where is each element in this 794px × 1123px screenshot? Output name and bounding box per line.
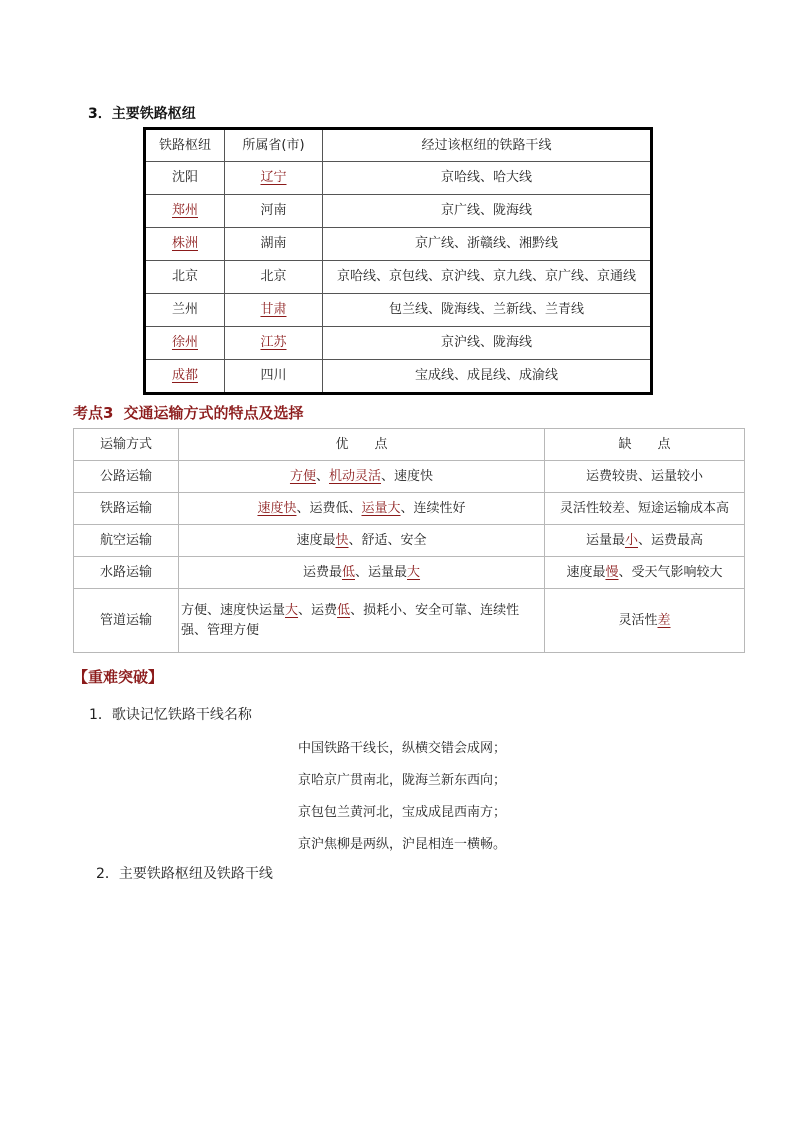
text-segment: 、运费低、	[296, 500, 362, 516]
table-row	[145, 162, 652, 195]
text-segment: 速度最	[296, 532, 336, 548]
province-cell	[225, 294, 323, 327]
cons-cell	[545, 557, 745, 589]
header-cell: 铁路枢纽	[145, 129, 225, 162]
province-cell: 北京	[225, 261, 323, 294]
hub-cell: 沈阳	[145, 162, 225, 195]
header-cell: 经过该枢纽的铁路干线	[323, 129, 652, 162]
highlight-text: 速度快	[257, 500, 297, 516]
lines-cell: 京哈线、京包线、京沪线、京九线、京广线、京通线	[323, 261, 652, 294]
hub-cell	[145, 327, 225, 360]
highlight-text: 机动灵活	[329, 468, 382, 484]
highlight-text: 徐州	[171, 335, 198, 350]
province-cell: 湖南	[225, 228, 323, 261]
header-cell: 优 点	[179, 429, 545, 461]
highlight-text: 成都	[171, 368, 198, 383]
mode-cell: 公路运输	[74, 461, 179, 493]
table-row	[74, 493, 745, 525]
highlight-text: 快	[335, 532, 349, 548]
text-segment: 、舒适、安全	[348, 532, 427, 548]
text-segment: 灵活性较差、短途运输成本高	[559, 500, 729, 516]
pros-cell	[179, 461, 545, 493]
hub-cell	[145, 360, 225, 394]
hub-cell: 北京	[145, 261, 225, 294]
header-cell: 运输方式	[74, 429, 179, 461]
text-segment: 运量最	[585, 532, 625, 548]
header-cell: 所属省(市)	[225, 129, 323, 162]
exam-point-title: 交通运输方式的特点及选择	[123, 404, 304, 422]
highlight-text: 辽宁	[260, 170, 287, 185]
pros-cell	[179, 557, 545, 589]
highlight-text: 大	[285, 602, 299, 618]
text-segment: 、速度快	[381, 468, 434, 484]
lines-cell: 京沪线、陇海线	[323, 327, 652, 360]
highlight-text: 低	[341, 564, 355, 580]
pros-cell	[179, 525, 545, 557]
lines-cell: 京广线、陇海线	[323, 195, 652, 228]
cons-cell	[545, 525, 745, 557]
table-header-row	[145, 129, 652, 162]
table-row	[74, 461, 745, 493]
text-segment: 运费较贵、运量较小	[585, 468, 703, 484]
text-segment: 运费最	[302, 564, 342, 580]
province-cell: 河南	[225, 195, 323, 228]
exam-point-label: 考点3	[73, 404, 114, 422]
highlight-text: 江苏	[260, 335, 287, 350]
pros-cell	[179, 493, 545, 525]
text-segment: 、运费最高	[638, 532, 704, 548]
text-segment: 方便、速度快运量	[181, 602, 286, 618]
table-row	[145, 228, 652, 261]
lines-cell: 包兰线、陇海线、兰新线、兰青线	[323, 294, 652, 327]
railway-hub-table	[143, 127, 653, 395]
item-2-title: 2．主要铁路枢纽及铁路干线	[96, 866, 273, 882]
mode-cell: 管道运输	[74, 589, 179, 653]
table-header-row	[74, 429, 745, 461]
hub-cell	[145, 195, 225, 228]
table-row	[74, 525, 745, 557]
highlight-text: 郑州	[171, 203, 198, 218]
text-segment: 、连续性好	[400, 500, 466, 516]
highlight-text: 小	[624, 532, 638, 548]
hub-cell	[145, 228, 225, 261]
verse-line: 京哈京广贯南北，陇海兰新东西向；	[298, 773, 507, 788]
highlight-text: 低	[337, 602, 351, 618]
lines-cell: 宝成线、成昆线、成渝线	[323, 360, 652, 394]
table-row	[145, 195, 652, 228]
table-row	[74, 557, 745, 589]
highlight-text: 大	[407, 564, 421, 580]
table-row	[145, 294, 652, 327]
verse-line: 京包包兰黄河北，宝成成昆西南方；	[298, 805, 507, 820]
highlight-text: 株洲	[171, 236, 198, 251]
transport-mode-table	[73, 428, 745, 653]
pros-cell	[179, 589, 545, 653]
highlight-text: 运量大	[361, 500, 401, 516]
text-segment: 、受天气影响较大	[618, 564, 723, 580]
lines-cell: 京广线、浙赣线、湘黔线	[323, 228, 652, 261]
header-cell: 缺 点	[545, 429, 745, 461]
province-cell: 四川	[225, 360, 323, 394]
text-segment: 、运费	[298, 602, 338, 618]
cons-cell	[545, 493, 745, 525]
text-segment: 、	[315, 468, 329, 484]
cons-cell	[545, 589, 745, 653]
highlight-text: 甘肃	[260, 302, 287, 317]
highlight-text: 差	[657, 612, 671, 628]
mode-cell: 铁路运输	[74, 493, 179, 525]
table-row	[145, 360, 652, 394]
cons-cell	[545, 461, 745, 493]
lines-cell: 京哈线、哈大线	[323, 162, 652, 195]
province-cell	[225, 327, 323, 360]
table-row	[145, 261, 652, 294]
text-segment: 速度最	[566, 564, 606, 580]
item-1-title: 1．歌诀记忆铁路干线名称	[89, 707, 252, 723]
text-segment: 、运量最	[355, 564, 408, 580]
table-row	[145, 327, 652, 360]
verse-line: 中国铁路干线长，纵横交错会成网；	[298, 741, 507, 756]
mode-cell: 航空运输	[74, 525, 179, 557]
mode-cell: 水路运输	[74, 557, 179, 589]
text-segment: 、损耗小、安全可靠、连续性强、管理方便	[181, 602, 520, 638]
section-title: 3．主要铁路枢纽	[88, 106, 196, 122]
table-row	[74, 589, 745, 653]
verse-line: 京沪焦柳是两纵，沪昆相连一横畅。	[298, 837, 507, 852]
text-segment: 灵活性	[618, 612, 658, 628]
province-cell	[225, 162, 323, 195]
highlight-text: 慢	[605, 564, 619, 580]
key-difficulty-heading: 【重难突破】	[73, 668, 164, 686]
exam-point-heading	[73, 402, 303, 423]
highlight-text: 方便	[289, 468, 316, 484]
hub-cell: 兰州	[145, 294, 225, 327]
